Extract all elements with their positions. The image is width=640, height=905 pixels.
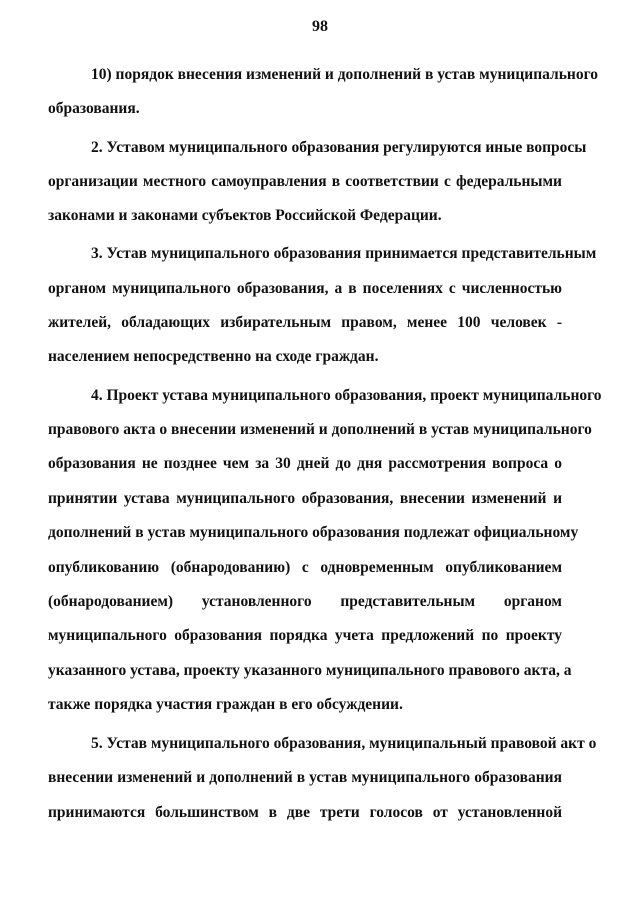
- paragraph-4-line-10: также порядка участия граждан в его обсуждении.: [48, 696, 403, 713]
- paragraph-5-line-3: принимаются большинством в две трети голосов от установленной: [48, 804, 562, 821]
- paragraph-4-line-3: образования не позднее чем за 30 дней до дня рассмотрения вопроса о: [48, 455, 562, 472]
- page-number: 98: [312, 18, 328, 35]
- paragraph-2-line-1: 2. Уставом муниципального образования регулируются иные вопросы: [91, 139, 587, 156]
- paragraph-3-line-1: 3. Устав муниципального образования принимается представительным: [91, 245, 597, 262]
- paragraph-4-line-2: правового акта о внесении изменений и дополнений в устав муниципального: [48, 421, 592, 438]
- paragraph-1-line-1: 10) порядок внесения изменений и дополнений в устав муниципального: [91, 66, 598, 83]
- paragraph-4-line-9: указанного устава, проекту указанного муниципального правового акта, а: [48, 662, 572, 679]
- paragraph-4-line-7: (обнародованием) установленного представительным органом: [48, 593, 562, 610]
- paragraph-1-line-2: образования.: [48, 100, 140, 117]
- paragraph-2-line-2: организации местного самоуправления в соответствии с федеральными: [48, 173, 562, 190]
- paragraph-4-line-8: муниципального образования порядка учета предложений по проекту: [48, 627, 562, 644]
- paragraph-4-line-4: принятии устава муниципального образования, внесении изменений и: [48, 490, 562, 507]
- paragraph-5-line-2: внесении изменений и дополнений в устав муниципального образования: [48, 769, 562, 786]
- paragraph-4-line-6: опубликованию (обнародованию) с одновременным опубликованием: [48, 559, 562, 576]
- paragraph-4-line-1: 4. Проект устава муниципального образования, проект муниципального: [91, 387, 602, 404]
- paragraph-2-line-3: законами и законами субъектов Российской Федерации.: [48, 207, 442, 224]
- paragraph-3-line-2: органом муниципального образования, а в поселениях с численностью: [48, 280, 562, 297]
- paragraph-4-line-5: дополнений в устав муниципального образования подлежат официальному: [48, 524, 579, 541]
- paragraph-3-line-3: жителей, обладающих избирательным правом, менее 100 человек -: [48, 314, 562, 331]
- paragraph-5-line-1: 5. Устав муниципального образования, муниципальный правовой акт о: [91, 735, 597, 752]
- paragraph-3-line-4: населением непосредственно на сходе граждан.: [48, 348, 379, 365]
